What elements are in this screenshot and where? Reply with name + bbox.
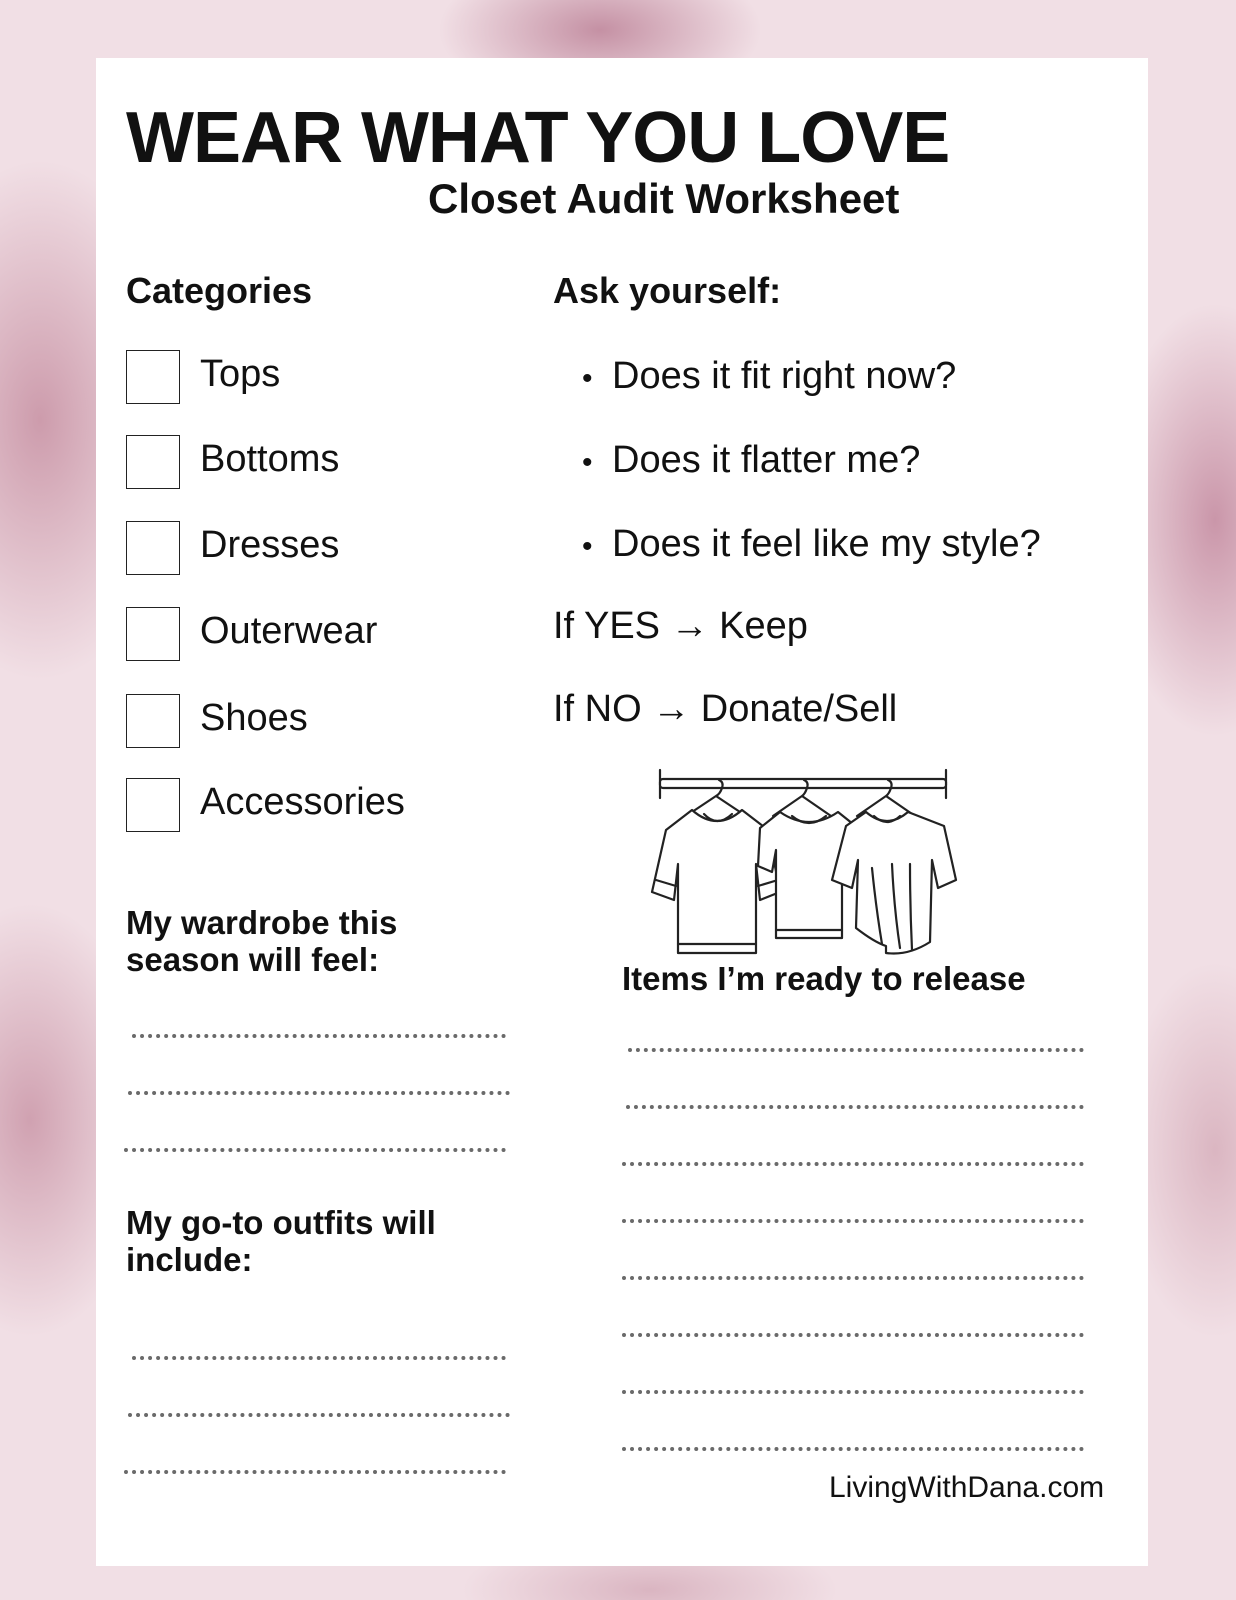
question-text: Does it fit right now?: [612, 355, 957, 397]
tops-checkbox[interactable]: [126, 350, 180, 404]
category-label: Bottoms: [200, 438, 340, 480]
category-label: Tops: [200, 353, 281, 395]
release-item-line[interactable]: [622, 1219, 1084, 1223]
outfits-answer-line[interactable]: [128, 1413, 510, 1417]
wardrobe-answer-line[interactable]: [124, 1148, 506, 1152]
outerwear-checkbox[interactable]: [126, 607, 180, 661]
release-item-line[interactable]: [622, 1162, 1084, 1166]
category-label: Dresses: [200, 524, 340, 566]
question-item: [582, 438, 920, 485]
release-item-line[interactable]: [628, 1048, 1084, 1052]
outfits-answer-line[interactable]: [124, 1470, 506, 1474]
release-item-line[interactable]: [622, 1333, 1084, 1337]
release-item-line[interactable]: [622, 1447, 1084, 1451]
wardrobe-prompt-line1: My wardrobe this: [126, 904, 398, 941]
wardrobe-prompt-line2: season will feel:: [126, 941, 380, 978]
release-item-line[interactable]: [626, 1105, 1084, 1109]
page-subtitle: Closet Audit Worksheet: [428, 175, 900, 222]
wardrobe-answer-line[interactable]: [132, 1034, 506, 1038]
category-label: Accessories: [200, 781, 405, 823]
categories-heading: Categories: [126, 270, 313, 311]
footer-site-link[interactable]: LivingWithDana.com: [829, 1471, 1105, 1504]
outfits-answer-line[interactable]: [132, 1356, 506, 1360]
category-label: Outerwear: [200, 610, 378, 652]
worksheet-page: [96, 58, 1148, 1566]
outfits-prompt-line1: My go-to outfits will: [126, 1204, 436, 1241]
question-text: Does it feel like my style?: [612, 523, 1041, 565]
question-text: Does it flatter me?: [612, 439, 921, 481]
question-item: [582, 522, 1041, 569]
donate-rule: If NO → Donate/Sell: [553, 688, 898, 730]
outfits-prompt-line2: include:: [126, 1241, 253, 1278]
accessories-checkbox[interactable]: [126, 778, 180, 832]
bullet-icon: •: [582, 362, 593, 395]
shoes-checkbox[interactable]: [126, 694, 180, 748]
release-heading: Items I’m ready to release: [622, 960, 1026, 997]
category-label: Shoes: [200, 697, 308, 739]
keep-rule: If YES → Keep: [553, 605, 808, 647]
release-item-line[interactable]: [622, 1390, 1084, 1394]
question-item: [582, 354, 956, 401]
release-item-line[interactable]: [622, 1276, 1084, 1280]
bullet-icon: •: [582, 530, 593, 563]
page-title: WEAR WHAT YOU LOVE: [126, 98, 950, 178]
dresses-checkbox[interactable]: [126, 521, 180, 575]
wardrobe-answer-line[interactable]: [128, 1091, 510, 1095]
bullet-icon: •: [582, 446, 593, 479]
bottoms-checkbox[interactable]: [126, 435, 180, 489]
ask-yourself-heading: Ask yourself:: [553, 270, 782, 311]
